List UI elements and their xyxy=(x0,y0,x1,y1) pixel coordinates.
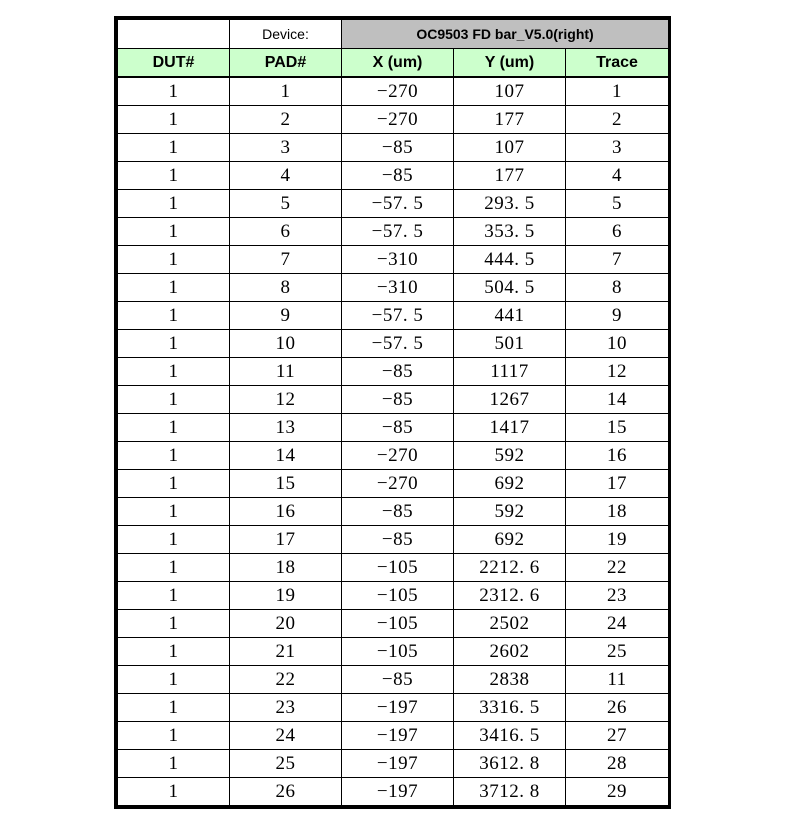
dut-cell: 1 xyxy=(118,694,230,722)
pad-cell: 15 xyxy=(230,470,342,498)
dut-cell: 1 xyxy=(118,470,230,498)
y-cell: 501 xyxy=(454,330,566,358)
pad-cell: 5 xyxy=(230,190,342,218)
dut-cell: 1 xyxy=(118,246,230,274)
pad-cell: 2 xyxy=(230,106,342,134)
table-row xyxy=(118,77,669,106)
dut-cell: 1 xyxy=(118,442,230,470)
device-label: Device: xyxy=(230,20,342,49)
pad-cell: 24 xyxy=(230,722,342,750)
trace-cell: 26 xyxy=(566,694,669,722)
dut-cell: 1 xyxy=(118,218,230,246)
pad-cell: 14 xyxy=(230,442,342,470)
pad-cell: 18 xyxy=(230,554,342,582)
table-row xyxy=(118,582,669,610)
pad-cell: 10 xyxy=(230,330,342,358)
table-row xyxy=(118,666,669,694)
x-cell: −310 xyxy=(342,246,454,274)
trace-cell: 28 xyxy=(566,750,669,778)
y-cell: 2312. 6 xyxy=(454,582,566,610)
dut-cell: 1 xyxy=(118,582,230,610)
x-cell: −197 xyxy=(342,722,454,750)
pad-cell: 7 xyxy=(230,246,342,274)
pad-cell: 9 xyxy=(230,302,342,330)
pad-cell: 17 xyxy=(230,526,342,554)
y-cell: 3612. 8 xyxy=(454,750,566,778)
pad-table xyxy=(117,19,669,806)
table-row xyxy=(118,470,669,498)
dut-cell: 1 xyxy=(118,162,230,190)
trace-cell: 22 xyxy=(566,554,669,582)
table-row xyxy=(118,358,669,386)
trace-cell: 17 xyxy=(566,470,669,498)
dut-cell: 1 xyxy=(118,666,230,694)
trace-cell: 6 xyxy=(566,218,669,246)
dut-cell: 1 xyxy=(118,106,230,134)
x-cell: −85 xyxy=(342,526,454,554)
y-cell: 1117 xyxy=(454,358,566,386)
x-cell: −57. 5 xyxy=(342,190,454,218)
table-row xyxy=(118,554,669,582)
x-cell: −85 xyxy=(342,162,454,190)
trace-cell: 27 xyxy=(566,722,669,750)
dut-cell: 1 xyxy=(118,498,230,526)
table-row xyxy=(118,498,669,526)
x-cell: −57. 5 xyxy=(342,330,454,358)
trace-cell: 16 xyxy=(566,442,669,470)
x-cell: −57. 5 xyxy=(342,302,454,330)
pad-cell: 22 xyxy=(230,666,342,694)
x-cell: −197 xyxy=(342,778,454,806)
y-cell: 2602 xyxy=(454,638,566,666)
trace-cell: 19 xyxy=(566,526,669,554)
trace-cell: 1 xyxy=(566,77,669,106)
trace-cell: 3 xyxy=(566,134,669,162)
trace-cell: 5 xyxy=(566,190,669,218)
y-cell: 293. 5 xyxy=(454,190,566,218)
table-row xyxy=(118,526,669,554)
dut-cell: 1 xyxy=(118,77,230,106)
table-row xyxy=(118,414,669,442)
dut-cell: 1 xyxy=(118,554,230,582)
dut-cell: 1 xyxy=(118,330,230,358)
trace-cell: 10 xyxy=(566,330,669,358)
pad-cell: 6 xyxy=(230,218,342,246)
device-name: OC9503 FD bar_V5.0(right) xyxy=(342,20,669,49)
x-cell: −105 xyxy=(342,582,454,610)
table-row xyxy=(118,190,669,218)
pad-cell: 1 xyxy=(230,77,342,106)
trace-cell: 9 xyxy=(566,302,669,330)
y-cell: 2502 xyxy=(454,610,566,638)
trace-cell: 12 xyxy=(566,358,669,386)
pad-cell: 12 xyxy=(230,386,342,414)
table-row xyxy=(118,330,669,358)
trace-cell: 11 xyxy=(566,666,669,694)
column-header-dut: DUT# xyxy=(118,49,230,78)
pad-cell: 20 xyxy=(230,610,342,638)
table-row xyxy=(118,610,669,638)
dut-cell: 1 xyxy=(118,134,230,162)
dut-cell: 1 xyxy=(118,526,230,554)
pad-cell: 3 xyxy=(230,134,342,162)
x-cell: −105 xyxy=(342,554,454,582)
dut-cell: 1 xyxy=(118,722,230,750)
dut-cell: 1 xyxy=(118,190,230,218)
pad-cell: 25 xyxy=(230,750,342,778)
x-cell: −270 xyxy=(342,442,454,470)
y-cell: 692 xyxy=(454,470,566,498)
trace-cell: 4 xyxy=(566,162,669,190)
dut-cell: 1 xyxy=(118,274,230,302)
y-cell: 107 xyxy=(454,134,566,162)
column-header-y: Y (um) xyxy=(454,49,566,78)
column-header-x: X (um) xyxy=(342,49,454,78)
y-cell: 3416. 5 xyxy=(454,722,566,750)
trace-cell: 2 xyxy=(566,106,669,134)
x-cell: −105 xyxy=(342,638,454,666)
table-row xyxy=(118,722,669,750)
table-row xyxy=(118,778,669,806)
pad-cell: 21 xyxy=(230,638,342,666)
trace-cell: 8 xyxy=(566,274,669,302)
pad-cell: 11 xyxy=(230,358,342,386)
table-row xyxy=(118,274,669,302)
pad-cell: 16 xyxy=(230,498,342,526)
y-cell: 592 xyxy=(454,442,566,470)
x-cell: −270 xyxy=(342,470,454,498)
trace-cell: 23 xyxy=(566,582,669,610)
y-cell: 1267 xyxy=(454,386,566,414)
dut-cell: 1 xyxy=(118,386,230,414)
y-cell: 504. 5 xyxy=(454,274,566,302)
trace-cell: 29 xyxy=(566,778,669,806)
trace-cell: 25 xyxy=(566,638,669,666)
y-cell: 2838 xyxy=(454,666,566,694)
x-cell: −270 xyxy=(342,106,454,134)
x-cell: −85 xyxy=(342,498,454,526)
y-cell: 441 xyxy=(454,302,566,330)
table-row xyxy=(118,442,669,470)
trace-cell: 15 xyxy=(566,414,669,442)
y-cell: 692 xyxy=(454,526,566,554)
pad-cell: 13 xyxy=(230,414,342,442)
table-row xyxy=(118,638,669,666)
y-cell: 3712. 8 xyxy=(454,778,566,806)
table-row xyxy=(118,386,669,414)
column-header-row xyxy=(118,49,669,78)
table-row xyxy=(118,246,669,274)
table-row xyxy=(118,694,669,722)
y-cell: 3316. 5 xyxy=(454,694,566,722)
table-row xyxy=(118,162,669,190)
x-cell: −85 xyxy=(342,414,454,442)
y-cell: 444. 5 xyxy=(454,246,566,274)
x-cell: −310 xyxy=(342,274,454,302)
device-row xyxy=(118,20,669,49)
trace-cell: 24 xyxy=(566,610,669,638)
dut-cell: 1 xyxy=(118,414,230,442)
x-cell: −85 xyxy=(342,386,454,414)
pad-cell: 8 xyxy=(230,274,342,302)
pad-cell: 23 xyxy=(230,694,342,722)
dut-cell: 1 xyxy=(118,358,230,386)
trace-cell: 7 xyxy=(566,246,669,274)
x-cell: −85 xyxy=(342,358,454,386)
table-row xyxy=(118,106,669,134)
trace-cell: 18 xyxy=(566,498,669,526)
x-cell: −105 xyxy=(342,610,454,638)
x-cell: −57. 5 xyxy=(342,218,454,246)
dut-cell: 1 xyxy=(118,610,230,638)
dut-cell: 1 xyxy=(118,302,230,330)
trace-cell: 14 xyxy=(566,386,669,414)
x-cell: −85 xyxy=(342,134,454,162)
dut-cell: 1 xyxy=(118,750,230,778)
x-cell: −197 xyxy=(342,694,454,722)
x-cell: −85 xyxy=(342,666,454,694)
y-cell: 107 xyxy=(454,77,566,106)
pad-coordinate-table xyxy=(114,16,671,809)
table-row xyxy=(118,302,669,330)
table-row xyxy=(118,750,669,778)
device-blank-cell xyxy=(118,20,230,49)
column-header-pad: PAD# xyxy=(230,49,342,78)
column-header-trace: Trace xyxy=(566,49,669,78)
table-row xyxy=(118,134,669,162)
y-cell: 177 xyxy=(454,106,566,134)
pad-cell: 4 xyxy=(230,162,342,190)
x-cell: −197 xyxy=(342,750,454,778)
y-cell: 592 xyxy=(454,498,566,526)
y-cell: 2212. 6 xyxy=(454,554,566,582)
dut-cell: 1 xyxy=(118,638,230,666)
pad-cell: 26 xyxy=(230,778,342,806)
pad-cell: 19 xyxy=(230,582,342,610)
y-cell: 353. 5 xyxy=(454,218,566,246)
dut-cell: 1 xyxy=(118,778,230,806)
x-cell: −270 xyxy=(342,77,454,106)
y-cell: 177 xyxy=(454,162,566,190)
table-row xyxy=(118,218,669,246)
y-cell: 1417 xyxy=(454,414,566,442)
